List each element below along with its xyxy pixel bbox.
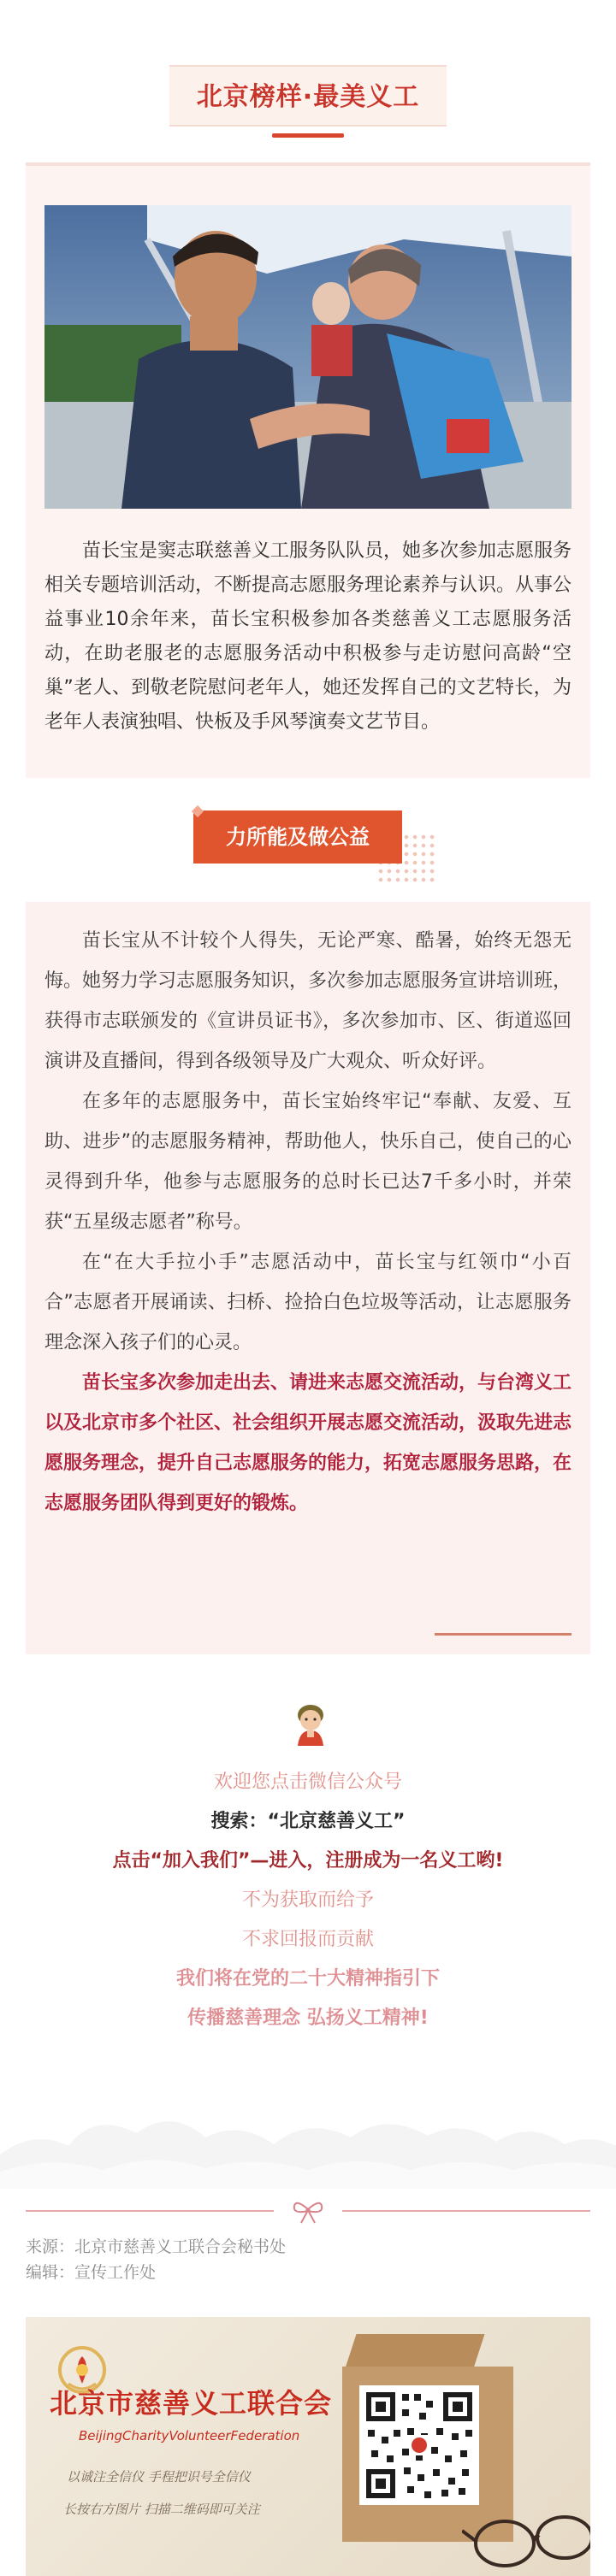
photo-illustration [44,205,572,509]
section-heading [0,795,616,889]
volunteer-mascot-icon [291,1701,330,1746]
content-paragraph-1: 苗长宝从不计较个人得失，无论严寒、酷暑，始终无怨无悔。她努力学习志愿服务知识，多次参加志愿服务宣讲培训班，获得市志联颁发的《宣讲员证书》，多次参加市、区、街道巡回演讲及直播间，得到各级领导及广大观众、听众好评。 [44,930,572,1072]
banner-slogan-1: 以诚注全信仪 手程把识号全信仪 [67,2469,251,2485]
content-paragraph-2: 在多年的志愿服务中，苗长宝始终牢记“奉献、友爱、互助、进步”的志愿服务精神，帮助他人，快乐自己，使自己的心灵得到升华，他参与志愿服务的总时长已达7千多小时，并荣获“五星级志愿者”称号。 [44,1091,572,1233]
source-info [26,2234,286,2285]
call-to-action [0,1701,616,2129]
intro-section [26,162,590,778]
source-from: 来源：北京市慈善义工联合会秘书处 [26,2237,287,2256]
source-editor: 编辑：宣传工作处 [26,2263,157,2282]
page-title: 北京榜样·最美义工 [196,82,420,112]
section-end-rule [435,1633,572,1636]
content-highlight-paragraph: 苗长宝多次参加走出去、请进来志愿交流活动，与台湾义工以及北京市多个社区、社会组织开展志愿交流活动，汲取先进志愿服务理念，提升自己志愿服务的能力，拓宽志愿服务思路，在志愿服务团队得到更好的锻炼。 [44,1372,572,1514]
cta-line-6: 我们将在党的二十大精神指引下 [175,1968,440,1989]
org-english-name: BeijingCharityVolunteerFederation [79,2428,300,2443]
cta-line-1: 欢迎您点击微信公众号 [213,1771,402,1793]
cta-line-2: 搜索：“北京慈善义工” [210,1811,406,1832]
banner-slogan-2: 长按右方图片 扫描二维码即可关注 [63,2502,260,2517]
footer-divider-right [342,2210,590,2212]
cta-line-5: 不求回报而贡献 [241,1929,374,1950]
section-heading-label: 力所能及做公益 [193,811,402,864]
section-top-border [26,162,590,166]
bow-icon [291,2197,325,2225]
content-paragraph-3: 在“在大手拉小手”志愿活动中，苗长宝与红领巾“小百合”志愿者开展诵读、扫桥、捡拾白色垃圾等活动，让志愿服务理念深入孩子们的心灵。 [44,1252,572,1353]
intro-paragraph: 苗长宝是窦志联慈善义工服务队队员，她多次参加志愿服务相关专题培训活动，不断提高志愿服务理论素养与认识。从事公益事业10余年来，苗长宝积极参加各类慈善义工志愿服务活动，在助老服老的志愿服务活动中积极参与走访慰问高龄“空巢”老人、到敬老院慰问老年人，她还发挥自己的文艺特长，为老年人表演独唱、快板及手风琴演奏文艺节目。 [44,540,572,733]
org-banner[interactable] [26,2317,590,2576]
volunteer-photo[interactable] [44,205,572,509]
footer-divider-left [26,2210,274,2212]
cta-line-3: 点击“加入我们”—进入，注册成为一名义工哟! [112,1850,504,1872]
cloud-decoration [0,2095,616,2189]
cta-line-7: 传播慈善理念 弘扬义工精神! [187,2007,429,2029]
header [0,50,616,144]
content-section [26,902,590,1654]
cta-line-4: 不为获取而给予 [241,1889,374,1911]
title-box [169,65,447,127]
org-name: 北京市慈善义工联合会 [50,2387,333,2420]
qr-code-icon[interactable] [359,2385,479,2505]
title-underline [272,133,344,138]
content-body [44,921,572,1524]
glasses-decoration [462,2496,590,2573]
box-flap [346,2334,485,2368]
